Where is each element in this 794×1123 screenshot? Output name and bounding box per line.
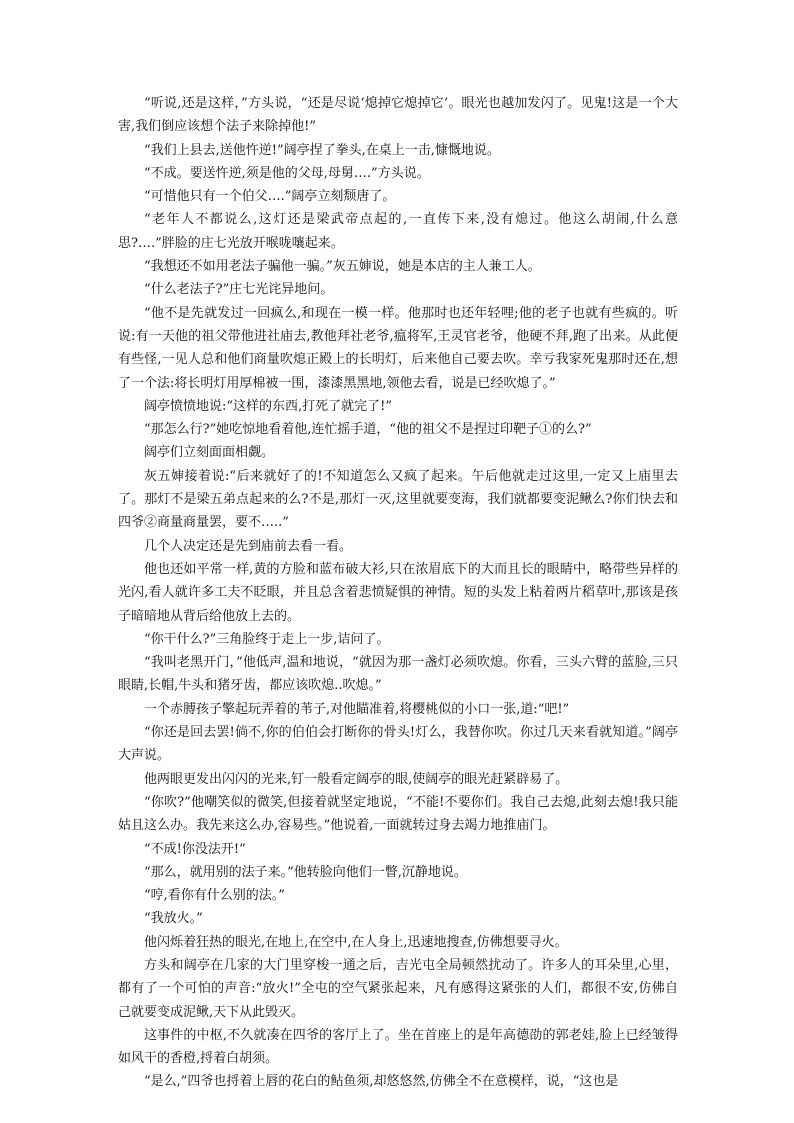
paragraph: 阔亭愤愤地说:“这样的东西,打死了就完了!” <box>144 398 393 414</box>
paragraph: “不成!你没法开!” <box>144 841 246 857</box>
paragraph: “听说,还是这样，”方头说，“还是尽说‘熄掉它熄掉它’。眼光也越加发闪了。见鬼!这是一个大害,我们倒应该想个法子来除掉他!” <box>118 96 678 135</box>
paragraph: “我想还不如用老法子骗他一骗。”灰五婶说，她是本店的主人兼工人。 <box>144 259 541 275</box>
paragraph: “你吹?”他嘲笑似的微笑,但接着就坚定地说，“不能!不要你们。我自己去熄,此刻去熄!我只能姑且这么办。我先来这么办,容易些。”他说着,一面就转过身去竭力地推庙门。 <box>118 794 678 834</box>
paragraph: “哼,看你有什么别的法。” <box>144 888 285 904</box>
paragraph: “你干什么?”三角脸终于走上一步,诘问了。 <box>144 631 390 647</box>
paragraph: “你还是回去罢!倘不,你的伯伯会打断你的骨头!灯么，我替你吹。你过几天来看就知道。”阔亭大声说。 <box>118 725 678 764</box>
paragraph: “我叫老黑开门，”他低声,温和地说，“就因为那一盏灯必须吹熄。你看，三头六臂的蓝脸,三只眼睛,长帽,牛头和猪牙齿，都应该吹熄..吹熄。” <box>118 655 678 694</box>
paragraph: 阔亭们立刻面面相觑。 <box>144 445 275 461</box>
paragraph: “那怎么行?”她吃惊地看着他,连忙摇手道，“他的祖父不是捏过印靶子①的么?” <box>144 422 592 438</box>
paragraph: 他也还如平常一样,黄的方脸和蓝布破大衫,只在浓眉底下的大而且长的眼睛中，略带些异样的光闪,看人就许多工夫不眨眼，并且总含着悲愤疑惧的神情。短的头发上粘着两片稻草叶,那该是孩子暗暗地从背后给他放上去的。 <box>118 561 678 624</box>
paragraph: 灰五婶接着说:“后来就好了的!不知道怎么又疯了起来。午后他就走过这里,一定又上庙里去了。那灯不是梁五弟点起来的么?不是,那灯一灭,这里就要变海，我们就都要变泥鳅么?你们快去和四爷②商量商量罢，要不…..” <box>118 468 678 531</box>
paragraph: “老年人不都说么,这灯还是梁武帝点起的,一直传下来,没有熄过。他这么胡闹,什么意思?….”胖脸的庄七光放开喉咙嚷起来。 <box>118 212 678 251</box>
paragraph: “我放火。” <box>144 911 203 927</box>
paragraph: 一个赤膊孩子擎起玩弄着的苇子,对他瞄准着,将樱桃似的小口一张,道:“吧!” <box>144 701 570 717</box>
paragraph: 这事件的中枢,不久就凑在四爷的客厅上了。坐在首座上的是年高德劭的郭老娃,脸上已经皱得如风干的香橙,捋着白胡须。 <box>118 1027 678 1067</box>
paragraph: “我们上县去,送他忤逆!”阔亭捏了拳头,在桌上一击,慷慨地说。 <box>144 142 500 158</box>
paragraph: “什么老法子?”庄七光诧异地问。 <box>144 282 334 298</box>
paragraph: 几个人决定还是先到庙前去看一看。 <box>144 538 353 554</box>
paragraph: “不成。要送忤逆,须是他的父母,母舅….”方头说。 <box>144 165 430 181</box>
paragraph: “可惜他只有一个伯父….”阔亭立刻颓唐了。 <box>144 189 396 205</box>
paragraph: 他闪烁着狂热的眼光,在地上,在空中,在人身上,迅速地搜查,仿佛想要寻火。 <box>144 934 568 950</box>
paragraph: 方头和阔亭在几家的大门里穿梭一通之后，吉光屯全局顿然扰动了。许多人的耳朵里,心里，都有了一个可怕的声音:“放火!”全屯的空气紧张起来，凡有感得这紧张的人们，都很不安,仿佛自己就要变成泥鳅,天下从此毁灭。 <box>118 957 678 1020</box>
paragraph: “是么,”四爷也捋着上唇的花白的鲇鱼须,却悠悠然,仿佛全不在意模样，说，“这也是 <box>144 1074 619 1090</box>
paragraph: “那么，就用别的法子来。”他转脸向他们一瞥,沉静地说。 <box>144 864 467 880</box>
paragraph: 他两眼更发出闪闪的光来,钉一般看定阔亭的眼,使阔亭的眼光赶紧辟易了。 <box>144 771 569 787</box>
document-body <box>118 92 678 1094</box>
paragraph: “他不是先就发过一回疯么,和现在一模一样。他那时也还年轻哩;他的老子也就有些疯的。听说:有一天他的祖父带他进社庙去,教他拜社老爷,瘟将军,王灵官老爷，他硬不拜,跑了出来。从此便有些怪,一见人总和他们商量吹熄正殿上的长明灯，后来他自己要去吹。幸亏我家死鬼那时还在,想了一个法:将长明灯用厚棉被一围，漆漆黑黑地,领他去看，说是已经吹熄了。” <box>118 305 678 391</box>
